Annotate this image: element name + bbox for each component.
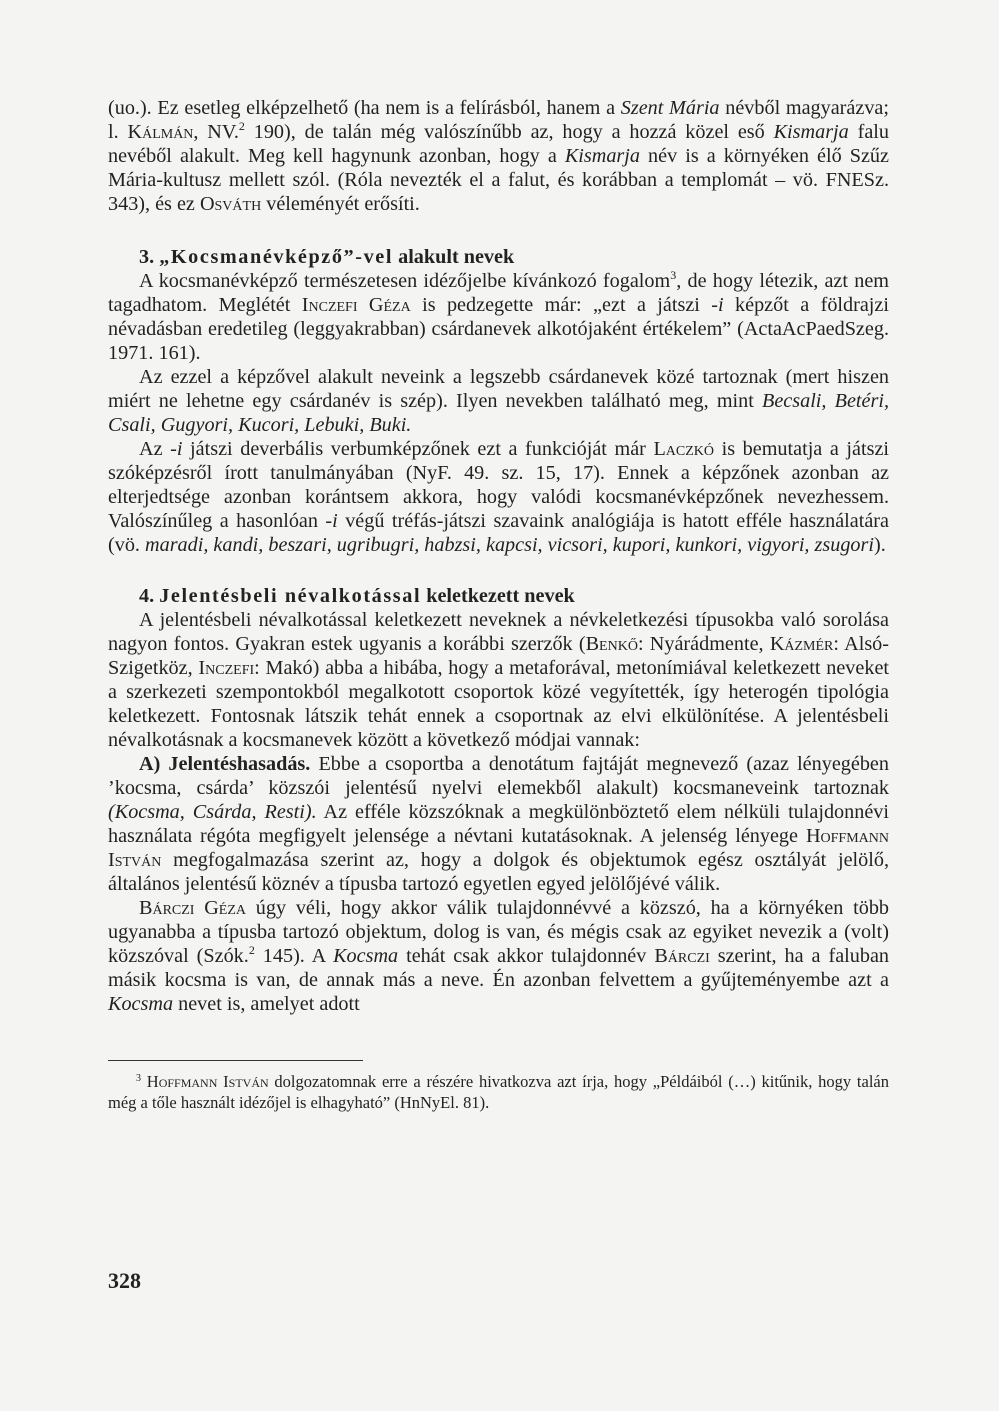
heading-spaced-text: „Kocsmanévképző”-vel: [159, 246, 394, 268]
paragraph-6: [108, 752, 889, 896]
text: ).: [873, 534, 886, 556]
text: falu nevéből alakult. Meg kell hagynunk azonban, hogy a: [108, 121, 889, 167]
italic-text: Szent Mária: [620, 97, 720, 119]
text: is bemutatja a játszi szóképzésről írott tanulmányában (NyF. 49. sz. 15, 17). Ennek a képzőnek azonban az elterjedtsége azonban korántsem akkora, hogy valódi kocsmanévképzőnek nevezhessem. Valószínűleg a hasonlóan -: [108, 438, 890, 532]
text: megfogalmazása szerint az, hogy a dolgok és objektumok egész osztályát jelölő, általános jelentésű köznév a típusba tartozó egyetlen egyed jelölőjévé válik.: [108, 849, 889, 895]
paragraph-1: [108, 96, 889, 216]
author-name: Inczefi Géza: [301, 294, 411, 316]
italic-text: i: [718, 294, 724, 316]
italic-text: i: [176, 438, 183, 460]
text: Az -: [139, 438, 177, 460]
italic-text: Kocsma: [333, 945, 399, 967]
text: Ebbe a csoportba a denotátum fajtáját megnevező (azaz lényegében ’kocsma, csárda’ közszói jelentésű nyelvi elemekből alakult) kocsmaneveink tartoznak: [108, 753, 889, 799]
footnote-ref: 3: [670, 268, 677, 282]
text: képzőt a földrajzi névadásban eredetileg (leggyakrabban) csárdanevek alkotójaként értékelem” (ActaAcPaedSzeg. 1971. 161).: [108, 294, 889, 364]
italic-text: (Kocsma, Csárda, Resti).: [108, 801, 317, 823]
author-name: Bárczi: [654, 945, 710, 967]
heading-text: alakult nevek: [398, 246, 515, 268]
section-number: 3.: [139, 246, 155, 268]
text: : Alsó-Szigetköz,: [108, 633, 889, 679]
paragraph-7: [108, 896, 889, 1016]
text: : Nyárádmente,: [637, 633, 770, 655]
text: nevet is, amelyet adott: [173, 993, 360, 1015]
section-number: 4.: [139, 585, 155, 607]
text: 145). A: [254, 945, 334, 967]
text: , de hogy létezik, azt nem tagadhatom. Meglétét: [108, 270, 889, 316]
section-heading-3: [108, 245, 889, 269]
author-name: Bárczi Géza: [139, 897, 247, 919]
text: 190), de talán még valószínűbb az, hogy a hozzá közel eső: [244, 121, 774, 143]
section-heading-4: [108, 584, 889, 608]
page-number: 328: [108, 1268, 141, 1293]
paragraph-5: [108, 608, 889, 752]
paragraph-4: [108, 437, 889, 557]
text: is pedzegette már: „ezt a játszi -: [410, 294, 719, 316]
text: : Makó) abba a hibába, hogy a metaforával, metonímiával keletkezett neveket a szerkezeti szempontokból megalkotott csoportok közé vegyítették, így heterogén tipológia keletkezett. Fontosnak látszik tehát ennek a csoportnak az elvi elkülönítése. A jelentésbeli névalkotásnak a kocsmanevek között a következő módjai vannak:: [108, 657, 890, 751]
italic-text: Kocsma: [108, 993, 174, 1015]
author-name: Kálmán: [127, 121, 194, 143]
text: tehát csak akkor tulajdonnév: [398, 945, 655, 967]
bold-subheading: A) Jelentéshasadás.: [139, 753, 311, 775]
author-name: Osváth: [199, 193, 262, 215]
italic-text: Becsali, Betéri, Csali, Gugyori, Kucori, Lebuki, Buki.: [108, 390, 890, 436]
text: (uo.). Ez esetleg elképzelhető (ha nem is a felírásból, hanem a: [108, 97, 621, 119]
paragraph-2: [108, 269, 889, 365]
superscript: 2: [238, 119, 245, 133]
italic-text: i: [332, 510, 338, 532]
italic-text: Kismarja: [773, 121, 849, 143]
footnote-3: [108, 1071, 889, 1113]
text: A jelentésbeli névalkotással keletkezett neveknek a névkeletkezési típusokba való sorolása nagyon fontos. Gyakran estek ugyanis a korábbi szerzők (: [108, 609, 889, 655]
text: úgy véli, hogy akkor válik tulajdonnévvé a közszó, ha a környéken több ugyanabba a típusba tartozó objektum, dolog is van, és mégis csak az egyiket nevezik a (volt) közszóval (Szók.: [108, 897, 890, 967]
text: A kocsmanévképző természetesen idézőjelbe kívánkozó fogalom: [139, 270, 671, 292]
text: játszi deverbális verbumképzőnek ezt a funkcióját már: [182, 438, 654, 460]
text: végű tréfás-játszi szavaink analógiája is hatott efféle használatára (vö.: [108, 510, 889, 556]
author-name: Inczefi: [198, 657, 255, 679]
author-name: Hoffmann István: [146, 1072, 269, 1091]
italic-text: maradi, kandi, beszari, ugribugri, habzsi, kapcsi, vicsori, kupori, kunkori, vigyori, zsugori: [145, 534, 874, 556]
author-name: Hoffmann István: [108, 825, 889, 871]
text: szerint, ha a faluban másik kocsma is van, de annak más a neve. Én azonban felvettem a gyűjteményembe azt a: [108, 945, 890, 991]
heading-text: keletkezett nevek: [426, 585, 575, 607]
text: Az efféle közszóknak a megkülönböztető elem nélküli tulajdonnévi használata régóta megfigyelt jelensége a névtani kutatásoknak. A jelenség lényege: [108, 801, 889, 847]
text: , NV.: [193, 121, 239, 143]
paragraph-3: [108, 365, 889, 437]
footnote-marker: 3: [136, 1073, 141, 1084]
author-name: Kázmér: [769, 633, 834, 655]
footnote-divider: [108, 1060, 363, 1061]
italic-text: Kismarja: [564, 145, 640, 167]
text: véleményét erősíti.: [261, 193, 420, 215]
text: névből magyarázva; l.: [108, 97, 889, 143]
text: Az ezzel a képzővel alakult neveink a legszebb csárdanevek közé tartoznak (mert hiszen miért ne lehetne egy csárdanév is szép). Ilyen nevekben található meg, mint: [108, 366, 889, 412]
text: név is a környéken élő Szűz Mária-kultusz mellett szól. (Róla nevezték el a falut, és korábban a templomát – vö. FNESz. 343), és ez: [108, 145, 889, 215]
heading-spaced-text: Jelentésbeli névalkotással: [159, 585, 422, 607]
author-name: Laczkó: [653, 438, 715, 460]
superscript: 2: [248, 943, 255, 957]
author-name: Benkő: [585, 633, 638, 655]
text: dolgozatomnak erre a részére hivatkozva azt írja, hogy „Példáiból (…) kitűnik, hogy talán még a tőle használt idézőjel is elhagyható” (HnNyEl. 81).: [108, 1072, 889, 1112]
